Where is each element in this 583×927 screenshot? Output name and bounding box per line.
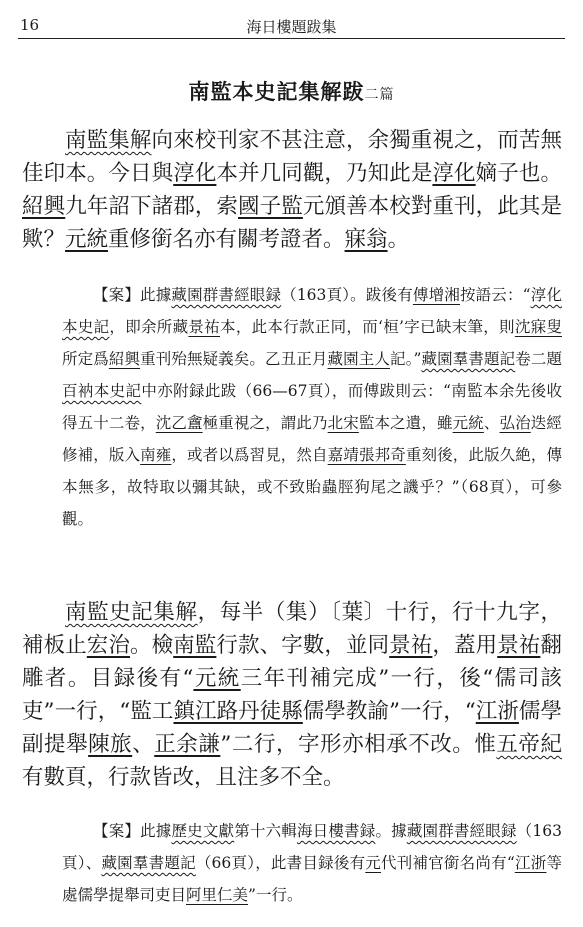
text-run: 本，此本行款正同，而‘桓’字已缺末筆，則 xyxy=(220,318,515,336)
book-title: 百衲本史記 xyxy=(62,382,142,400)
proper-name: 傅增湘 xyxy=(412,286,460,304)
section-title xyxy=(0,76,583,106)
text-run: 代刊補官銜名尚有“ xyxy=(381,854,515,872)
text-run: 翻雕者。目録後有“ xyxy=(22,633,562,691)
text-run: 記。” xyxy=(389,350,422,368)
text-run: 嫡子也。 xyxy=(475,161,562,186)
colophon-paragraph-1 xyxy=(22,124,562,256)
text-run: 按語云：“ xyxy=(459,286,531,304)
text-run: 監本之遺，雖 xyxy=(358,414,453,432)
book-title: 藏園羣書題記 xyxy=(101,854,196,872)
text-run: 儒學教諭”一行，“ xyxy=(302,699,476,724)
book-title: 海日樓書録 xyxy=(296,822,376,840)
text-run: 。檢 xyxy=(130,633,174,658)
book-title: 淳化本史記 xyxy=(62,286,562,336)
proper-name: 元統 xyxy=(65,227,109,252)
text-run: ，或者以爲習見，然自 xyxy=(171,446,328,464)
text-run: 向來校刊家不甚注意，余獨重視之，而苦無佳印本。今日與 xyxy=(22,128,562,186)
proper-name: 北宋 xyxy=(327,414,359,432)
text-run: 所定爲 xyxy=(62,350,109,368)
text-run: 卷二題 xyxy=(515,350,562,368)
proper-name: 陳旅 xyxy=(88,732,133,757)
text-run: （163頁）。跋後有 xyxy=(281,286,413,304)
text-run: 【案】此據 xyxy=(93,822,172,840)
proper-name: 宏治 xyxy=(86,633,130,658)
book-title: 歷史文獻 xyxy=(171,822,235,840)
book-title: 藏園群書經眼録 xyxy=(406,822,517,840)
text-run: 、 xyxy=(132,732,155,757)
proper-name: 寐翁 xyxy=(344,227,388,252)
text-run: ，每半（集）〔葉〕十行，行十九字，補板止 xyxy=(22,600,562,658)
text-run: 行款、字數，並同 xyxy=(216,633,390,658)
book-title: 藏園羣書題記 xyxy=(421,350,516,368)
proper-name: 鎮江路丹徒縣 xyxy=(173,699,303,724)
editor-note-1 xyxy=(62,279,562,535)
book-title: 南監史記集解 xyxy=(65,600,198,625)
proper-name: 沈寐叟 xyxy=(514,318,562,336)
text-run: 三年刊補完成”一行，後“儒司該吏”一行，“監工 xyxy=(22,666,563,724)
proper-name: 元統 xyxy=(452,414,484,432)
text-run: 極重視之，謂此乃 xyxy=(202,414,328,432)
text-run: ，即余所藏 xyxy=(109,318,189,336)
proper-name: 南雍 xyxy=(140,446,172,464)
text-run: ”一行。 xyxy=(248,886,303,904)
text-run: 九年詔下諸郡，索 xyxy=(65,194,239,219)
text-run: 重刻後，此版久絶，傳本無多，故特取以彌其缺，或不致貽蟲脛狗尾之譏乎？”（68頁），可參觀。 xyxy=(62,446,562,528)
running-title: 海日樓題跋集 xyxy=(246,18,337,36)
text-run: （163頁）、 xyxy=(62,822,562,872)
proper-name: 弘治 xyxy=(499,414,531,432)
editor-note-2 xyxy=(62,815,562,911)
proper-name: 紹興 xyxy=(22,194,66,219)
proper-name: 嘉靖 xyxy=(327,446,359,464)
proper-name: 沈乙盦 xyxy=(155,414,203,432)
text-run: ，蓋用 xyxy=(432,633,498,658)
book-title: 五帝紀 xyxy=(496,732,562,757)
text-run: 重修銜名亦有關考證者。 xyxy=(108,227,345,252)
text-run: 【案】此據 xyxy=(93,286,172,304)
text-run: 重刊殆無疑義矣。乙丑正月 xyxy=(140,350,328,368)
proper-name: 元統 xyxy=(193,666,241,691)
proper-name: 紹興 xyxy=(108,350,141,368)
proper-name: 藏園主人 xyxy=(327,350,390,368)
text-run: 迭經修補，版入 xyxy=(62,414,562,464)
proper-name: 江浙 xyxy=(514,854,547,872)
text-run: 、 xyxy=(483,414,500,432)
proper-name: 景祐 xyxy=(188,318,221,336)
book-title: 藏園群書經眼録 xyxy=(171,286,282,304)
text-run: 儒學副提舉 xyxy=(22,699,562,757)
text-run: 第十六輯 xyxy=(234,822,297,840)
proper-name: 景祐 xyxy=(497,633,541,658)
page-header xyxy=(18,10,565,39)
text-run: 。 xyxy=(387,227,410,252)
text-run: （66頁），此書目録後有 xyxy=(195,854,366,872)
text-run: 。據 xyxy=(375,822,407,840)
proper-name: 景祐 xyxy=(389,633,433,658)
proper-name: 淳化 xyxy=(173,161,217,186)
proper-name: 南監 xyxy=(173,633,217,658)
text-run: 等處儒學提舉司吏目 xyxy=(62,854,562,904)
proper-name: 元 xyxy=(365,854,382,872)
proper-name: 正余謙 xyxy=(154,732,221,757)
proper-name: 淳化 xyxy=(432,161,476,186)
proper-name: 阿里仁美 xyxy=(186,886,249,904)
proper-name: 國子監 xyxy=(238,194,303,219)
text-run: 中亦附録此跋（66—67頁），而傅跋則云：“南監本余先後收得五十二卷， xyxy=(62,382,562,432)
text-run: 有數頁，行款皆改，且注多不全。 xyxy=(22,765,345,790)
proper-name: 江浙 xyxy=(475,699,519,724)
text-run: 元頒善本校對重刊，此其是歟？ xyxy=(22,194,562,252)
book-title: 南監集解 xyxy=(65,128,152,153)
text-run: ”二行，字形亦相承不改。惟 xyxy=(220,732,497,757)
section-title-main: 南監本史記集解跋 xyxy=(188,79,365,104)
text-run: 本并几同觀，乃知此是 xyxy=(216,161,433,186)
colophon-paragraph-2 xyxy=(22,596,562,794)
proper-name: 張邦奇 xyxy=(358,446,406,464)
section-title-sub: 二篇 xyxy=(364,87,395,103)
page-number: 16 xyxy=(20,16,40,34)
